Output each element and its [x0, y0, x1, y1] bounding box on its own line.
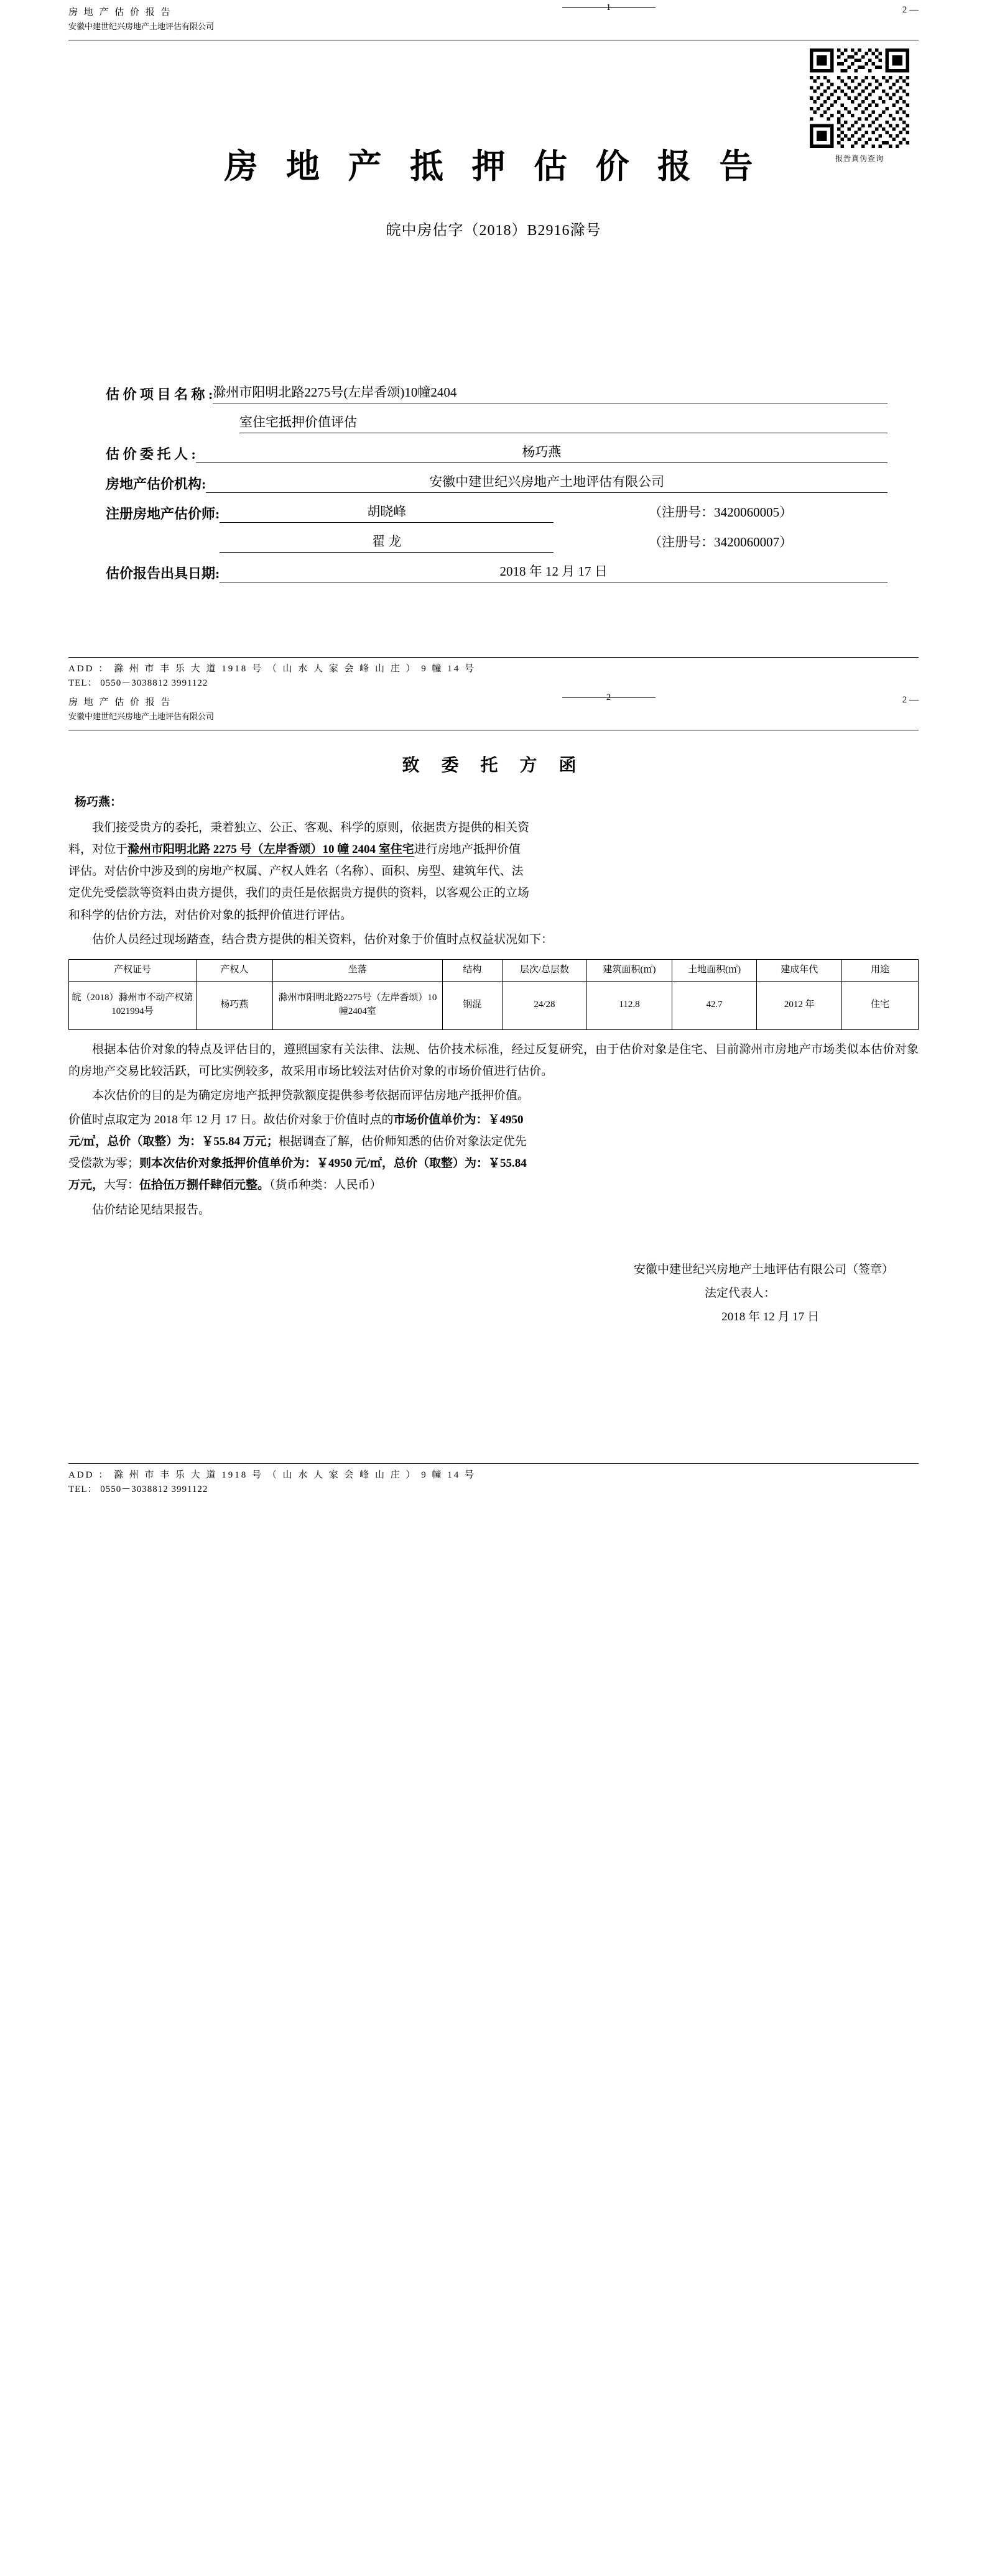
field-appraiser-2 [106, 531, 887, 553]
field-issue-date [106, 561, 887, 582]
field-issue-date-value: 2018 年 12 月 17 日 [220, 561, 887, 582]
letter-paragraph-1-cont [68, 839, 919, 926]
field-project-name-value-line2: 室住宅抵押价值评估 [239, 412, 887, 433]
letter-p4-c: 根据调查了解，估价师知悉的估价对象法定优先 [278, 1135, 527, 1149]
letter-p1-d: 评估。对估价中涉及到的房地产权属、产权人姓名（名称）、面积、房型、建筑年代、法 [68, 865, 524, 878]
letter-addressee: 杨巧燕： [75, 796, 123, 809]
letter-p4-f: （货币种类：人民币） [269, 1179, 382, 1192]
document-number: 皖中房估字（2018）B2916滁号 [386, 223, 601, 239]
field-project-name-label: 估 价 项 目 名 称 : [106, 387, 213, 402]
running-header-company-2: 安徽中建世纪兴房地产土地评估有限公司 [68, 712, 215, 721]
letter-p1-b: 料，对位于 [68, 843, 128, 857]
th-cert-no: 产权证号 [69, 959, 197, 981]
letter-p4-e-bold: 万元， [68, 1179, 104, 1192]
signature-legal-rep: 法定代表人： [704, 1286, 776, 1300]
th-structure: 结构 [443, 959, 503, 981]
td-floor: 24/28 [502, 981, 587, 1029]
footer-tel: TEL： 0550－3038812 3991122 [68, 678, 208, 688]
footer-address-2: ADD ： 滁 州 市 丰 乐 大 道 1918 号 （ 山 水 人 家 会 峰 山 庄 ） 9 幢 14 号 [68, 1470, 476, 1480]
letter-p1-e: 定优先受偿款等资料由贵方提供，我们的责任是依据贵方提供的资料，以客观公正的立场 [68, 886, 530, 900]
cover-page [0, 0, 987, 689]
th-land-area: 土地面积(㎡) [672, 959, 757, 981]
running-header-page2 [68, 690, 919, 729]
running-header-left-2 [68, 695, 392, 722]
td-location: 滁州市阳明北路2275号（左岸香颂）10幢2404室 [272, 981, 442, 1029]
letter-p4-mortgage-value: 则本次估价对象抵押价值单价为：￥4950 元/㎡，总价（取整）为：￥55.84 [139, 1157, 527, 1171]
td-owner: 杨巧燕 [196, 981, 272, 1029]
field-appraiser-1 [106, 502, 887, 523]
letter-paragraph-3: 根据本估价对象的特点及评估目的，遵照国家有关法律、法规、估价技术标准，经过反复研究，由于估价对象是住宅、目前滁州市房地产市场类似本估价对象的房地产交易比较活跃，可比实例较多，故采用市场比较法对估价对象的市场价值进行估价。 [68, 1042, 919, 1078]
letter-p4-a: 本次估价的目的是为确定房地产抵押贷款额度提供参考依据而评估房地产抵押价值。 [92, 1088, 530, 1102]
field-project-name-value: 滁州市阳明北路2275号(左岸香颂)10幢2404 [213, 382, 887, 403]
th-usage: 用途 [842, 959, 919, 981]
letter-p4-d: 受偿款为零； [68, 1157, 140, 1171]
letter-paragraph-4-cont [68, 1109, 919, 1197]
td-cert-no: 皖（2018）滁州市不动产权第1021994号 [69, 981, 197, 1029]
th-year-built: 建成年代 [757, 959, 842, 981]
field-project-name [106, 382, 887, 403]
td-year-built: 2012 年 [757, 981, 842, 1029]
table-header-row [69, 959, 919, 981]
field-appraiser-1-name: 胡晓峰 [220, 502, 554, 523]
letter-p1-subject: 滁州市阳明北路 2275 号（左岸香颂）10 幢 2404 室住宅 [127, 843, 414, 857]
running-header-company: 安徽中建世纪兴房地产土地评估有限公司 [68, 22, 215, 31]
page2-footer [68, 1463, 919, 1495]
qr-caption: 报告真伪查询 [835, 154, 884, 163]
qr-block [800, 48, 919, 163]
field-appraiser-2-reg: （注册号：3420060007） [649, 535, 793, 550]
letter-p4-market-price: 市场价值单价为：￥4950 [393, 1113, 524, 1127]
page2-bottom-spacer [68, 1329, 919, 1389]
signature-date: 2018 年 12 月 17 日 [721, 1310, 819, 1323]
running-header-pagenum-wrap-2 [392, 692, 825, 706]
letter-p1-a: 我们接受贵方的委托，秉着独立、公正、客观、科学的原则，依据贵方提供的相关资 [92, 821, 530, 834]
td-structure: 钢混 [443, 981, 503, 1029]
running-header-title-2: 房 地 产 估 价 报 告 [68, 697, 172, 707]
letter-paragraph-2: 估价人员经过现场踏查，结合贵方提供的相关资料，估价对象于价值时点权益状况如下： [92, 932, 554, 946]
th-building-area: 建筑面积(㎡) [587, 959, 672, 981]
page-number-2: 2 [606, 692, 611, 702]
running-header-title: 房 地 产 估 价 报 告 [68, 7, 172, 17]
signature-block [68, 1258, 919, 1329]
qr-code-icon [810, 48, 909, 148]
td-usage: 住宅 [842, 981, 919, 1029]
table-row [69, 981, 919, 1029]
running-header-page-total-2: 2 — [902, 695, 919, 705]
cover-fields [68, 382, 919, 582]
letter-paragraph-5: 估价结论见结果报告。 [92, 1203, 211, 1217]
field-client-label: 估 价 委 托 人 : [106, 446, 196, 462]
field-client [106, 442, 887, 463]
page-number: 1 [606, 2, 611, 12]
letter-paragraph-1 [68, 817, 919, 839]
running-header-left [68, 5, 392, 32]
field-appraiser-label: 注册房地产估价师: [106, 506, 220, 522]
page1-footer [68, 657, 919, 689]
field-agency-value: 安徽中建世纪兴房地产土地评估有限公司 [206, 472, 887, 493]
td-land-area: 42.7 [672, 981, 757, 1029]
footer-tel-2: TEL： 0550－3038812 3991122 [68, 1484, 208, 1494]
running-header-pagenum-wrap [392, 2, 825, 16]
running-header-page-total: 2 — [902, 5, 919, 15]
field-agency [106, 472, 887, 493]
signature-company: 安徽中建世纪兴房地产土地评估有限公司（签章） [633, 1263, 894, 1276]
th-location: 坐落 [272, 959, 442, 981]
letter-p4-e: 大写： [104, 1179, 140, 1192]
field-appraiser-1-reg: （注册号：3420060005） [649, 505, 793, 520]
document-title: 房 地 产 抵 押 估 价 报 告 [224, 148, 763, 185]
footer-address: ADD ： 滁 州 市 丰 乐 大 道 1918 号 （ 山 水 人 家 会 峰 山 庄 ） 9 幢 14 号 [68, 664, 476, 674]
letter-p4-total-price: 元/㎡，总价（取整）为：￥55.84 万元； [68, 1135, 279, 1149]
field-appraiser-2-name: 翟 龙 [220, 531, 554, 553]
td-building-area: 112.8 [587, 981, 672, 1029]
field-issue-date-label: 估价报告出具日期: [106, 566, 220, 581]
letter-p1-f: 和科学的估价方法，对估价对象的抵押价值进行评估。 [68, 908, 353, 922]
field-agency-label: 房地产估价机构: [106, 476, 206, 492]
letter-title: 致 委 托 方 函 [402, 756, 585, 775]
letter-paragraph-4 [68, 1085, 919, 1106]
letter-p1-c: 进行房地产抵押价值 [414, 843, 521, 857]
th-owner: 产权人 [196, 959, 272, 981]
running-header-page1 [68, 0, 919, 39]
letter-p4-b: 价值时点取定为 2018 年 12 月 17 日。故估价对象于价值时点的 [68, 1113, 394, 1127]
th-floor: 层次/总层数 [502, 959, 587, 981]
property-table [68, 959, 919, 1030]
letter-p4-amount-words: 伍拾伍万捌仟肆佰元整。 [139, 1179, 270, 1192]
letter-page [0, 690, 987, 1495]
field-client-value: 杨巧燕 [196, 442, 887, 463]
